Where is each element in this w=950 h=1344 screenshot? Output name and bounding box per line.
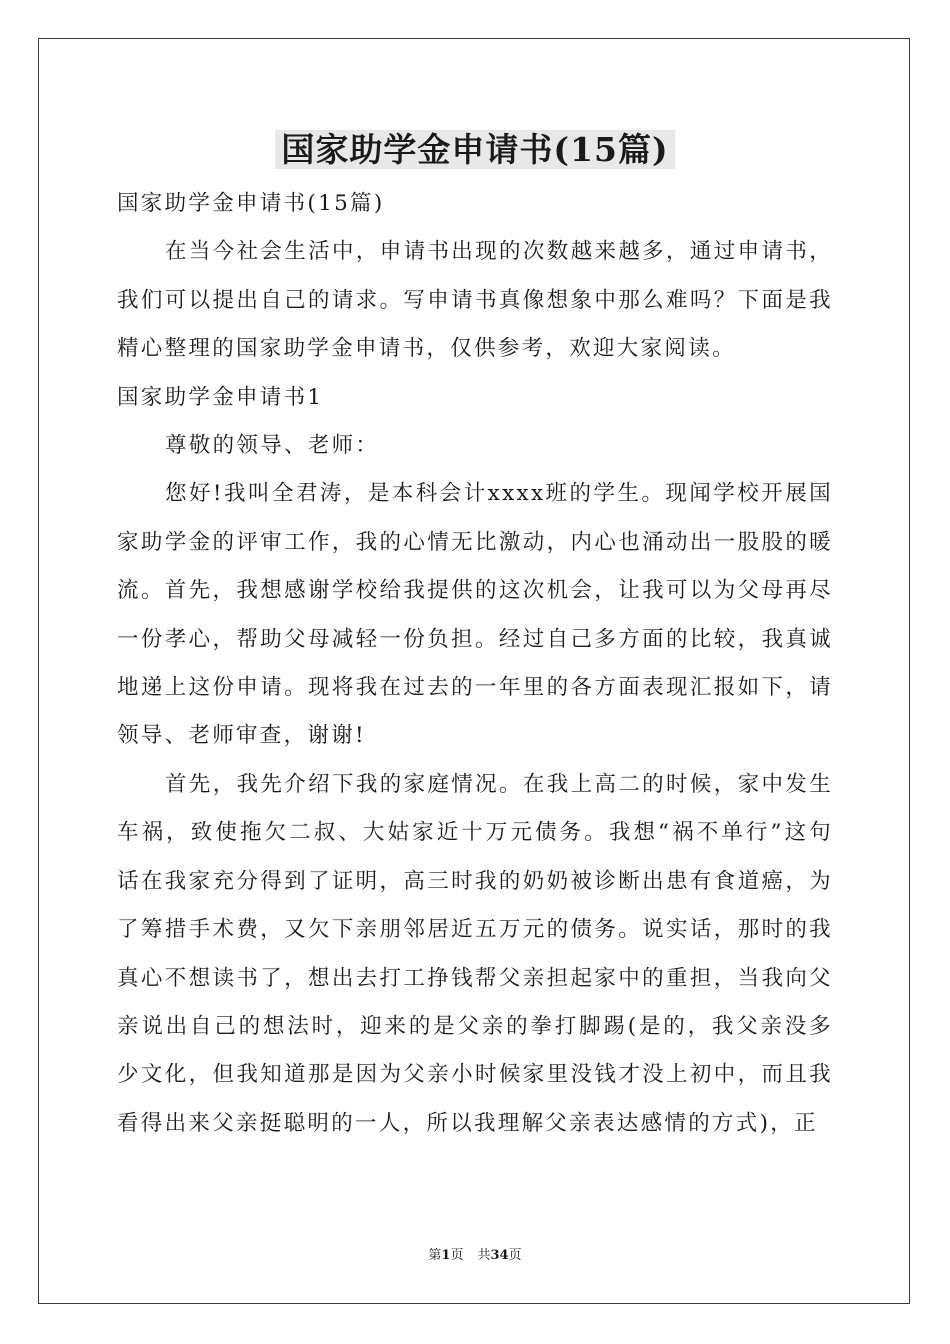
document-title-text: 国家助学金申请书(15篇) [275, 130, 674, 169]
paragraph-body: 首先，我先介绍下我的家庭情况。在我上高二的时候，家中发生车祸，致使拖欠二叔、大姑家近十万元债务。我想“祸不单行”这句话在我家充分得到了证明，高三时我的奶奶被诊断出患有食道癌，为了筹措手术费，又欠下亲朋邻居近五万元的债务。说实话，那时的我真心不想读书了，想出去打工挣钱帮父亲担起家中的重担，当我向父亲说出自己的想法时，迎来的是父亲的拳打脚踢(是的，我父亲没多少文化，但我知道那是因为父亲小时候家里没钱才没上初中，而且我看得出来父亲挺聪明的一人，所以我理解父亲表达感情的方式)，正 [117, 771, 833, 1136]
paragraph-section-heading: 国家助学金申请书1 [117, 384, 324, 410]
paragraph-subtitle: 国家助学金申请书(15篇) [117, 191, 385, 216]
paragraph-body: 您好!我叫全君涛，是本科会计xxxx班的学生。现闻学校开展国家助学金的评审工作，我的心情无比激动，内心也涌动出一股股的暖流。首先，我想感谢学校给我提供的这次机会，让我可以为父母再尽一份孝心，帮助父母减轻一份负担。经过自己多方面的比较，我真诚地递上这份申请。现将我在过去的一年里的各方面表现汇报如下，请领导、老师审查，谢谢! [117, 481, 833, 749]
document-body [117, 180, 833, 1148]
document-title [0, 128, 950, 172]
total-page-count: 34 [490, 1248, 509, 1263]
page-label-prefix: 第 [428, 1248, 442, 1263]
total-label-prefix: 共 [477, 1248, 491, 1263]
page-label-suffix: 页 [450, 1248, 464, 1263]
total-label-suffix: 页 [508, 1248, 522, 1263]
paragraph-intro: 在当今社会生活中，申请书出现的次数越来越多，通过申请书，我们可以提出自己的请求。写申请书真像想象中那么难吗？下面是我精心整理的国家助学金申请书，仅供参考，欢迎大家阅读。 [117, 239, 833, 362]
page-footer [0, 1247, 950, 1265]
paragraph-salutation: 尊敬的领导、老师： [165, 433, 380, 459]
current-page-number: 1 [441, 1248, 451, 1263]
